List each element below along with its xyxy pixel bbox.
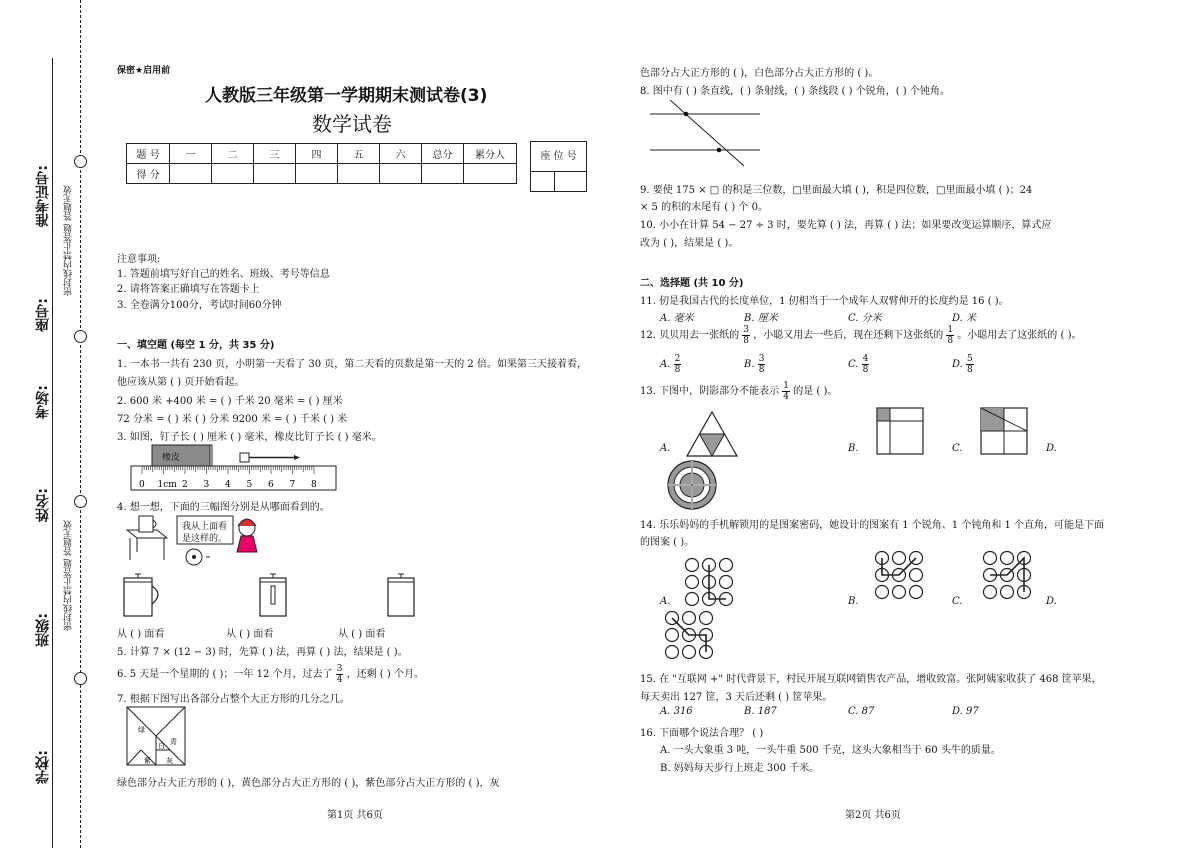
option-c[interactable]: C. [952,443,963,454]
question-11: 11. 仞是我国古代的长度单位，1 仞相当于一个成年人双臂伸开的长度约是 16 ( )。 [640,296,1009,307]
page-number: 第1页 共6页 [327,810,383,821]
question-10-cont: 改为 ( )，结果是 ( )。 [640,238,739,249]
binding-hole [74,155,87,168]
lock-dot [1001,552,1014,565]
cup-front-view [254,572,294,620]
seat-cell[interactable] [555,172,587,192]
score-header-cell: 三 [254,144,296,164]
lines-figure [648,100,766,170]
speech-bubble-line2: 是这样的。 [182,534,228,544]
view-answer-2: 从 ( ) 面看 [226,629,274,640]
lock-dot [686,559,699,572]
fraction: $\frac{3}{4}$ [336,664,343,685]
question-13: 13. 下图中，阴影部分不能表示 $\frac{1}{4}$ 的是 ( )。 [640,381,838,402]
square-quarter-figure [980,407,1030,457]
question-15: 15. 在 "互联网 +" 时代背景下，村民开展互联网销售农产品，增收致富。张阿姨家收获了 468 筐苹果， [640,674,1102,685]
label-cyan: 青 [170,738,177,746]
score-cell[interactable] [212,164,254,184]
question-8: 8. 图中有 ( ) 条直线，( ) 条射线，( ) 条线段 ( ) 个锐角，( ) 个钝角。 [640,86,950,97]
ruler-tick-label: 4 [225,480,231,490]
lock-dot [984,586,997,599]
option-b[interactable]: B. 厘米 [744,313,778,324]
option-a[interactable]: A. 316 [660,706,693,717]
seal-warning: 密封线内禁止答题 答题无效 [64,520,74,631]
question-9-cont: × 5 的积的末尾有 ( ) 个 0。 [640,202,768,213]
fraction: $\frac{1}{8}$ [947,325,954,346]
view-answer-1: 从 ( ) 面看 [117,629,165,640]
option-b[interactable]: B. 187 [744,706,777,717]
question-12: 12. 贝贝用去一张纸的 $\frac{3}{8}$ ，小聪又用去一些后，现在还剩下这张纸的 $\frac{1}{8}$ 。小聪用去了这张纸的 ( )。 [640,325,1082,346]
ruler-tick-labels [139,480,317,490]
option-b[interactable]: B. [848,596,859,607]
label-purple: 紫 [144,757,151,765]
room-label: 考场: [35,385,51,419]
name-label: 姓名: [35,488,51,522]
page-title: 人教版三年级第一学期期末测试卷(3) [205,86,488,106]
page-number: 第2页 共6页 [845,810,901,821]
ruler-tick-label: 2 [182,480,188,490]
binding-hole [74,330,87,343]
lock-dot [700,612,713,625]
lock-dot [666,646,679,659]
score-header-cell: 一 [170,144,212,164]
square-grid-figure [876,407,926,457]
label-gray: 灰 [166,757,173,765]
question-6-text: 6. 5 天是一个星期的 ( )；一年 12 个月，过去了 [117,669,333,680]
ruler-tick-label: 7 [289,480,296,490]
option-a[interactable]: A. [660,596,671,607]
score-cell[interactable] [464,164,517,184]
question-7: 7. 根据下图写出各部分占整个大正方形的几分之几。 [117,694,350,705]
page-subtitle: 数学试卷 [312,112,392,136]
lock-dot [876,586,889,599]
ruler-tick-label: 0 [139,480,145,490]
score-cell[interactable] [254,164,296,184]
option-a[interactable]: A. [660,443,671,454]
option-a[interactable]: A. 毫米 [660,313,694,324]
question-7-answer: 绿色部分占大正方形的 ( )，黄色部分占大正方形的 ( )，紫色部分占大正方形的 ( )，灰 [117,778,500,789]
question-16: 16. 下面哪个说法合理？ ( ) [640,728,764,739]
question-10: 10. 小小在计算 54 − 27 ÷ 3 时，要先算 ( ) 法，再算 ( ) 法；如果要改变运算顺序，算式应 [640,220,1052,231]
ruler-tick-label: 5 [246,480,253,490]
question-2-cont: 72 分米 = ( ) 米 ( ) 分米 9200 米 = ( ) 千米 ( ) 米 [117,414,348,425]
option-c[interactable]: C. $\frac{4}{8}$ [848,354,869,375]
score-table [126,143,517,184]
question-14: 14. 乐乐妈妈的手机解锁用的是图案密码，她设计的图案有 1 个锐角、1 个钝角和 1 个直角，可能是下面 [640,520,1105,531]
eraser-label: 橡皮 [162,453,181,463]
section-title: 一、填空题 (每空 1 分，共 35 分) [117,340,275,351]
seat-table-label: 座 位 号 [531,142,587,172]
question-15-cont: 每天卖出 127 筐，3 天后还剩 ( ) 筐苹果。 [640,692,833,703]
lock-dot [893,586,906,599]
binding-hole [74,495,87,508]
score-cell[interactable] [170,164,212,184]
score-cell[interactable] [422,164,464,184]
question-9: 9. 要使 175 × □ 的积是三位数，□里面最大填 ( )，积是四位数，□里面最小填 ( )；24 [640,185,1033,196]
question-5: 5. 计算 7 × (12 − 3) 时，先算 ( ) 法，再算 ( ) 法，结果是 ( )。 [117,647,408,658]
score-header-cell: 累分人 [464,144,517,164]
label-green: 绿 [138,726,145,734]
section-title: 二、选择题 (共 10 分) [640,278,744,289]
nail-icon [240,453,300,462]
lock-dot [720,559,733,572]
ruler-tick-label: 8 [311,480,317,490]
lock-dot [683,646,696,659]
label-white: 白 [158,742,165,750]
view-answer-3: 从 ( ) 面看 [338,629,386,640]
speech-bubble-line1: 我从上面看 [182,522,228,532]
option-d[interactable]: D. [1046,443,1057,454]
score-cell[interactable] [296,164,338,184]
question-2: 2. 600 米 +400 米 = ( ) 千米 20 毫米 = ( ) 厘米 [117,396,343,407]
cup-side-view [120,572,170,620]
option-c[interactable]: C. 87 [848,706,875,717]
ruler-tick-label: 1cm [157,480,177,490]
lock-dot [893,552,906,565]
question-6-text: ，还剩 ( ) 个月。 [346,669,424,680]
fraction: $\frac{3}{8}$ [743,325,750,346]
seal-line [80,0,81,848]
option-d[interactable]: D. 米 [952,313,977,324]
lock-dot [686,576,699,589]
option-b[interactable]: B. 妈妈每天步行上班走 300 千米。 [660,763,820,774]
seat-cell[interactable] [531,172,555,192]
question-7-cont: 色部分占大正方形的 ( )，白色部分占大正方形的 ( )。 [640,68,879,79]
option-b[interactable]: B. $\frac{3}{8}$ [744,354,765,375]
notes-item: 2. 请将答案正确填写在答题卡上 [117,284,260,295]
class-label: 班级: [35,613,51,647]
binding-hole [74,672,87,685]
fraction: $\frac{1}{4}$ [783,381,790,402]
lock-dot [666,629,679,642]
score-header-cell: 四 [296,144,338,164]
lock-pattern-d [664,610,716,662]
lock-dot [1001,586,1014,599]
lock-pattern-a [684,557,736,609]
score-cell[interactable] [338,164,380,184]
ruler-figure [128,444,340,492]
score-header-cell: 二 [212,144,254,164]
option-b[interactable]: B. [848,443,859,454]
score-header-cell: 五 [338,144,380,164]
seat-label: 座号: [35,298,51,332]
option-d[interactable]: D. 97 [952,706,979,717]
lock-dot [910,569,923,582]
option-a[interactable]: A. $\frac{2}{8}$ [660,354,681,375]
cup-back-view [384,572,420,620]
secret-label: 保密★启用前 [117,66,171,76]
question-14-cont: 的图案 ( )。 [640,537,695,548]
seat-table [530,141,587,192]
seal-warning: 密封线内禁止答题 答题无效 [64,185,74,296]
score-header-cell: 总分 [422,144,464,164]
notes-item: 3. 全卷满分100分，考试时间60分钟 [117,300,282,311]
ticket-label: 准考证号: [35,165,51,227]
question-1: 1. 一本书一共有 230 页，小明第一天看了 30 页，第二天看的页数是第一天的 2 倍。如果第三天接着看， [117,359,587,370]
lock-dot [720,576,733,589]
question-6 [117,664,424,685]
question-1-cont: 他应该从第 ( ) 页开始看起。 [117,377,245,388]
lock-dot [910,586,923,599]
ruler-tick-label: 6 [268,480,274,490]
triangle-figure [685,410,739,458]
option-d[interactable]: D. [1046,596,1057,607]
notes-item: 1. 答题前填写好自己的姓名、班级、考号等信息 [117,269,330,280]
lock-dot [686,593,699,606]
girl-icon [237,519,257,552]
question-4: 4. 想一想，下面的三幅图分别是从哪面看到的。 [117,502,330,513]
option-d[interactable]: D. $\frac{5}{8}$ [952,354,973,375]
circle-figure [666,459,718,511]
lock-pattern-b [874,550,926,602]
question-3: 3. 如图，钉子长 ( ) 厘米 ( ) 毫米，橡皮比钉子长 ( ) 毫米。 [117,432,382,443]
notes-title: 注意事项: [117,254,161,265]
option-c[interactable]: C. 分米 [848,313,882,324]
score-header-cell: 题 号 [127,144,170,164]
score-cell[interactable] [380,164,422,184]
option-c[interactable]: C. [952,596,963,607]
ruler-tick-label: 3 [203,480,210,490]
lock-dot [683,612,696,625]
school-label: 学校: [35,750,51,784]
score-row-label: 得 分 [127,164,170,184]
lock-pattern-c [982,550,1034,602]
option-a[interactable]: A. 一头大象重 3 吨，一头牛重 500 千克，这头大象相当于 60 头牛的质量。 [660,745,1001,756]
lock-dot [984,552,997,565]
tangram-square [126,706,186,768]
score-header-cell: 六 [380,144,422,164]
